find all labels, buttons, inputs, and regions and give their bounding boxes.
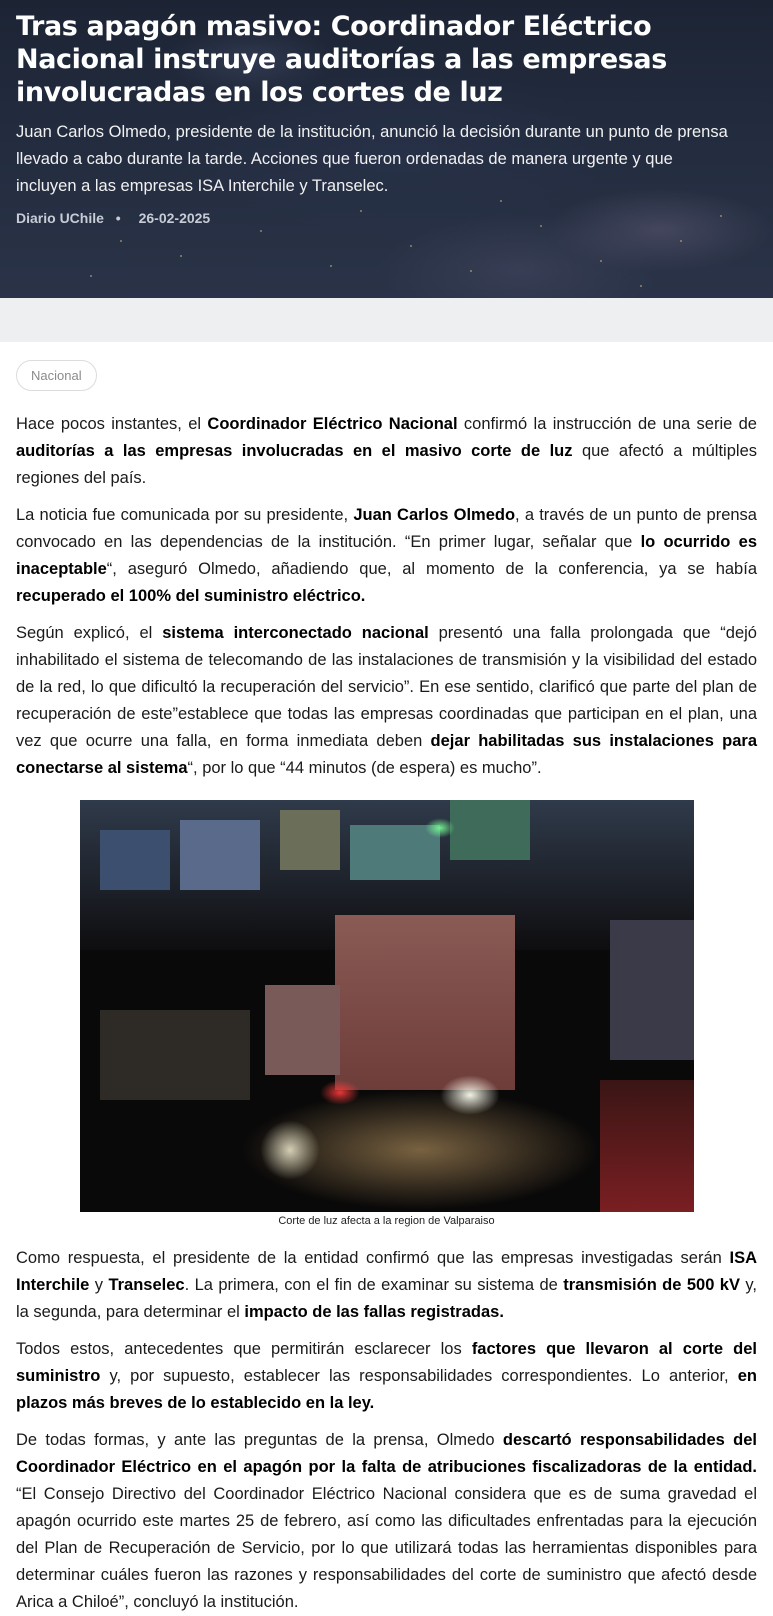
text-run: “El Consejo Directivo del Coordinador Eléctrico Nacional considera que es de suma gravedad el apagón ocurrido este martes 25 de febrero, así como las dificultades enfrentadas para la ejecución del Plan de Recuperación de Servicio, por lo que utilizará todas las herramientas disponibles para determinar cuáles fueron las razones y responsabilidades del corte de suministro que afectó desde Arica a Chiloé”, concluyó la institución. xyxy=(16,1485,757,1611)
text-run: “, por lo que “44 minutos (de espera) es mucho”. xyxy=(187,759,542,777)
text-run: “, aseguró Olmedo, añadiendo que, al momento de la conferencia, ya se había xyxy=(106,560,757,578)
bold-text: lo ocurrido es inaceptable xyxy=(16,533,757,578)
bold-text: transmisión de 500 kV xyxy=(563,1276,740,1294)
article-hero xyxy=(0,0,773,298)
paragraph-4 xyxy=(16,1245,757,1326)
bold-text: descartó responsabilidades del Coordinador Eléctrico en el apagón por la falta de atribuciones fiscalizadoras de la entidad. xyxy=(16,1431,758,1476)
text-run: De todas formas, y ante las preguntas de la prensa, Olmedo xyxy=(16,1431,503,1449)
bold-text: sistema interconectado nacional xyxy=(162,624,429,642)
category-tag[interactable]: Nacional xyxy=(16,360,97,391)
text-run: , a través de un punto de prensa convocado en las dependencias de la institución. “En primer lugar, señalar que xyxy=(16,506,757,551)
text-run: y xyxy=(89,1276,109,1294)
paragraph-2 xyxy=(16,502,757,610)
text-run: y, la segunda, para determinar el xyxy=(16,1276,757,1321)
text-run: presentó una falla prolongada que “dejó inhabilitado el sistema de telecomando de las instalaciones de transmisión y la visibilidad del estado de la red, lo que dificultó la recuperación del servicio”. En ese sentido, clarificó que parte del plan de recuperación de este”establece que todas las empresas coordinadas que participan en el plan, una vez que ocurre una falla, en forma inmediata deben xyxy=(16,624,757,750)
article-body xyxy=(0,342,773,1616)
bold-text: Juan Carlos Olmedo xyxy=(353,506,516,524)
bold-text: factores que llevaron al corte del suministro xyxy=(16,1340,757,1385)
paragraph-5 xyxy=(16,1336,757,1417)
text-run: Todos estos, antecedentes que permitirán esclarecer los xyxy=(16,1340,472,1358)
bold-text: ISA Interchile xyxy=(16,1249,757,1294)
article-source[interactable]: Diario UChile xyxy=(16,210,104,226)
article-photo[interactable] xyxy=(80,800,694,1212)
bold-text: auditorías a las empresas involucradas en el masivo corte de luz xyxy=(16,442,573,460)
article-title: Tras apagón masivo: Coordinador Eléctrico Nacional instruye auditorías a las empresas involucradas en los cortes de luz xyxy=(16,11,667,108)
text-run: La noticia fue comunicada por su presidente, xyxy=(16,506,354,524)
article-meta xyxy=(16,210,736,226)
text-run: confirmó la instrucción de una serie de xyxy=(457,415,757,433)
text-run: Según explicó, el xyxy=(16,624,163,642)
figure-caption: Corte de luz afecta a la region de Valparaiso xyxy=(278,1215,495,1227)
article-figure xyxy=(16,800,757,1227)
paragraph-3 xyxy=(16,620,757,782)
bold-text: en plazos más breves de lo establecido en la ley. xyxy=(16,1367,757,1412)
bold-text: Transelec xyxy=(108,1276,185,1294)
meta-separator: • xyxy=(115,210,121,226)
bold-text: impacto de las fallas registradas. xyxy=(244,1303,504,1321)
text-run: . La primera, con el fin de examinar su sistema de xyxy=(184,1276,564,1294)
text-run: Hace pocos instantes, el xyxy=(16,415,208,433)
bold-text: Coordinador Eléctrico Nacional xyxy=(207,415,458,433)
paragraph-6 xyxy=(16,1427,757,1616)
paragraph-1 xyxy=(16,411,757,492)
article-lead: Juan Carlos Olmedo, presidente de la institución, anunció la decisión durante un punto de prensa llevado a cabo durante la tarde. Acciones que fueron ordenadas de manera urgente y que incluyen a las empresas ISA Interchile y Transelec. xyxy=(16,123,728,195)
article-date: 26-02-2025 xyxy=(138,210,211,226)
text-run: y, por supuesto, establecer las responsabilidades correspondientes. Lo anterior, xyxy=(100,1367,738,1385)
separator-band xyxy=(0,298,773,342)
bold-text: recuperado el 100% del suministro eléctrico. xyxy=(16,587,366,605)
text-run: Como respuesta, el presidente de la entidad confirmó que las empresas investigadas serán xyxy=(16,1249,730,1267)
bold-text: dejar habilitadas sus instalaciones para conectarse al sistema xyxy=(16,732,757,777)
text-run: que afectó a múltiples regiones del país. xyxy=(16,442,757,487)
